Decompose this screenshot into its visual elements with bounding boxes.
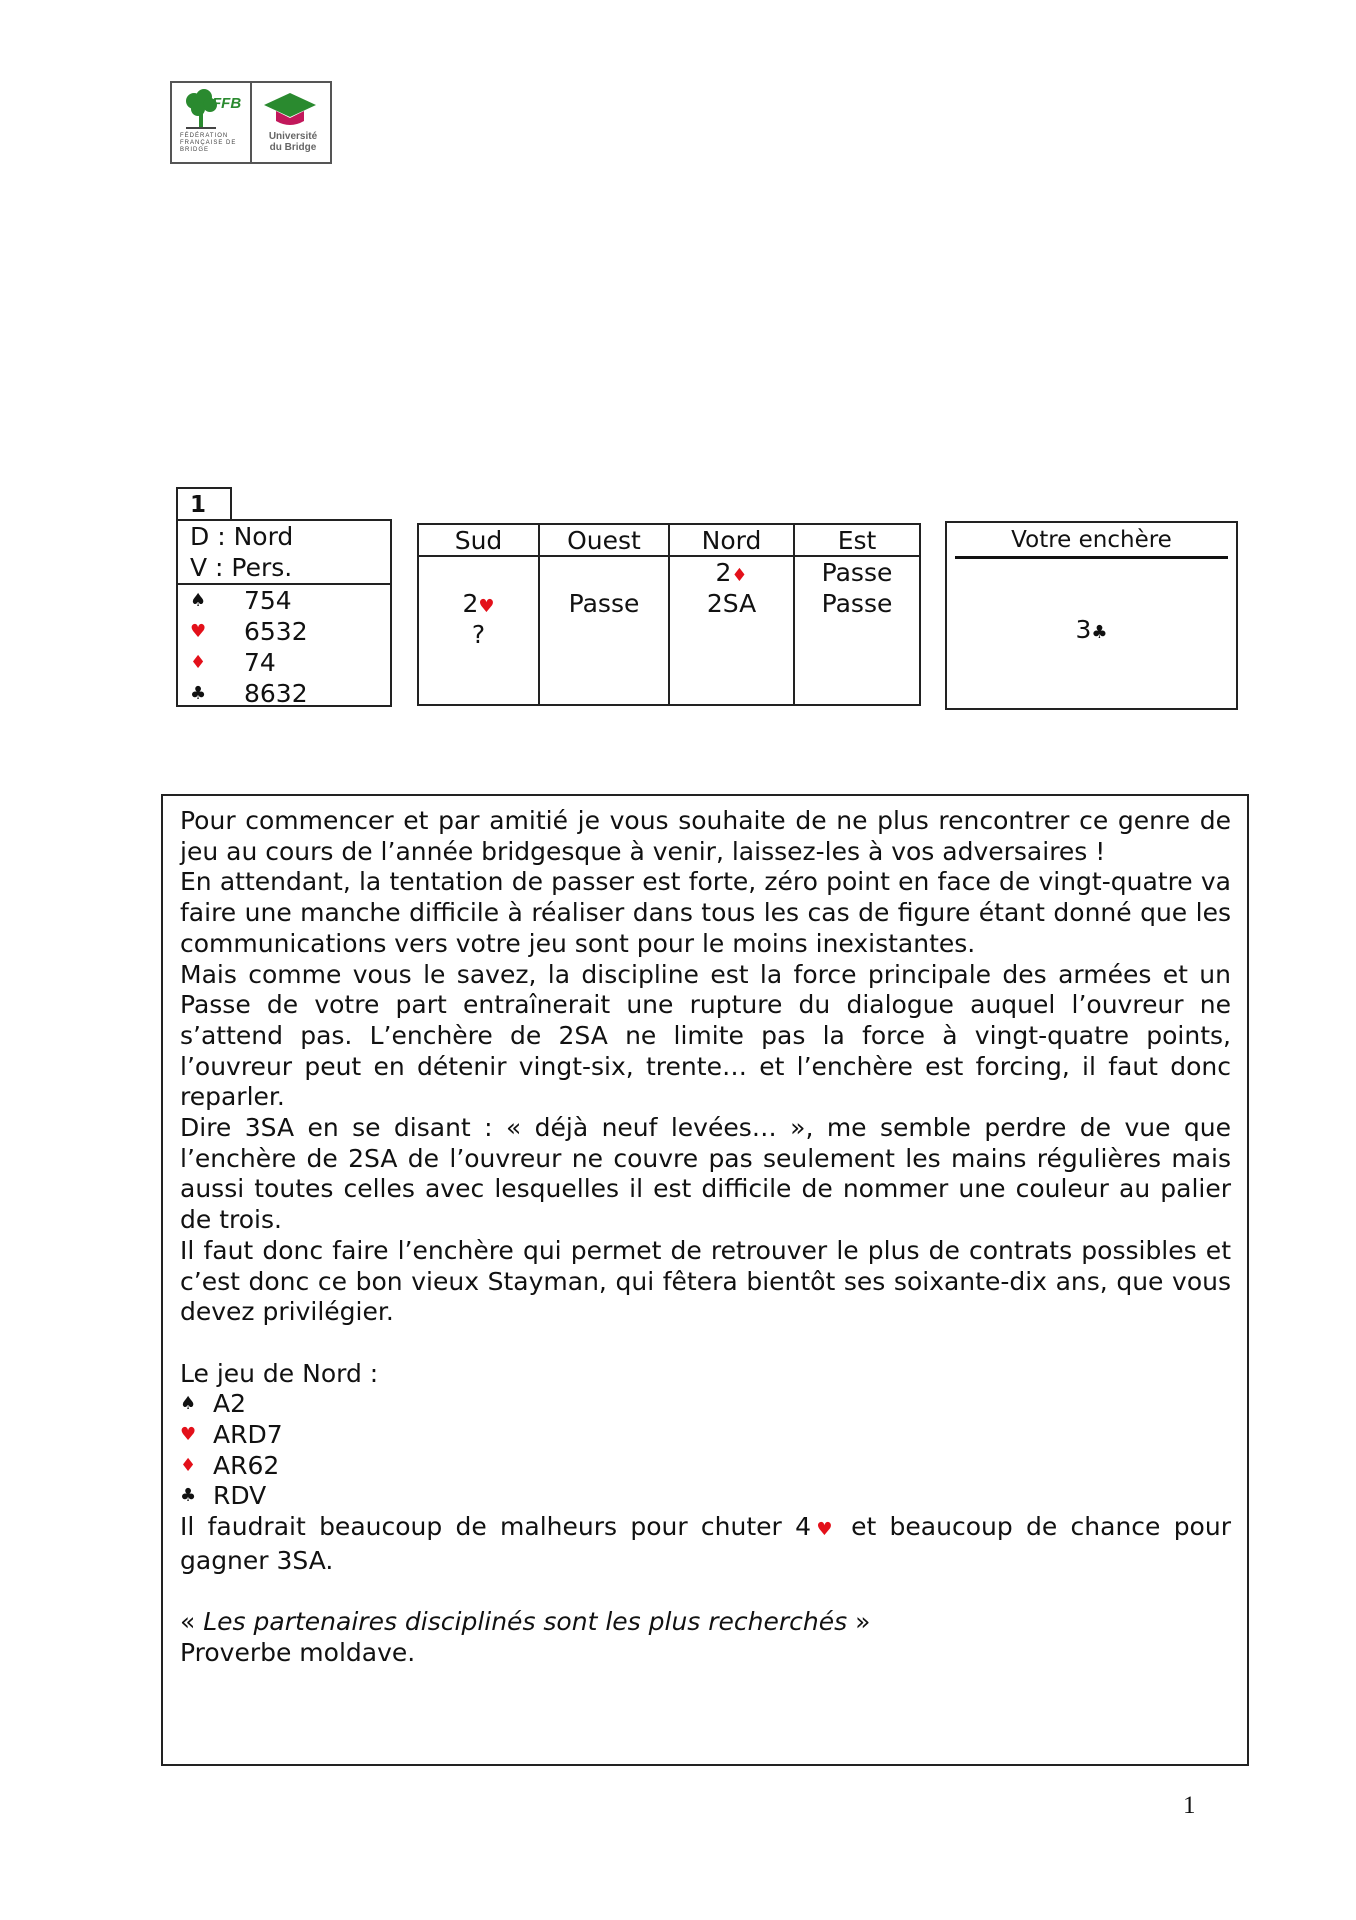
bidding-header-ouest: Ouest [540, 525, 668, 557]
dealer-label: D : Nord [190, 522, 294, 551]
diamonds-cards: 74 [244, 648, 276, 677]
hearts-cards: 6532 [244, 617, 308, 646]
bid-cell: Passe [568, 589, 640, 618]
answer-divider [955, 556, 1228, 559]
university-text: Université du Bridge [268, 131, 318, 153]
quote-text: Les partenaires disciplinés sont les plus recherchés [203, 1607, 848, 1637]
graduation-cap-icon [262, 89, 318, 129]
bid-cell: Passe [821, 558, 893, 587]
conclusion-part-b: et beaucoup de chance pour gagner 3SA. [180, 1512, 1231, 1575]
north-row-clubs [180, 1481, 1231, 1512]
bid-cell [670, 619, 793, 650]
deal-number: 1 [176, 487, 232, 519]
answer-bid [947, 615, 1236, 644]
bid-cell: ? [471, 620, 486, 649]
bid-cell: Passe [821, 589, 893, 618]
north-row-hearts [180, 1420, 1231, 1451]
bidding-table [417, 523, 921, 706]
paragraph: Il faut donc faire l’enchère qui permet de retrouver le plus de contrats possibles et c’est donc ce bon vieux Stayman, qui fêtera bientôt ses soixante-dix ans, que vous devez privilégier. [180, 1235, 1231, 1327]
paragraph: En attendant, la tentation de passer est forte, zéro point en face de vingt-quatre va faire une manche difficile à réaliser dans tous les cas de figure étant donné que les communications vers votre jeu sont pour le moins inexistantes. [180, 867, 1231, 958]
diamonds-icon: ♦ [180, 1454, 197, 1476]
clubs-icon: ♣ [1091, 622, 1108, 643]
diamonds-icon: ♦ [190, 652, 207, 673]
spacer [180, 1577, 1231, 1608]
north-hearts-cards: ARD7 [213, 1420, 283, 1450]
north-spades-cards: A2 [213, 1389, 247, 1419]
north-row-spades [180, 1389, 1231, 1420]
bid-level: 2 [715, 558, 732, 587]
hearts-icon: ♥ [810, 1519, 838, 1541]
page-number: 1 [1183, 1792, 1196, 1819]
federation-text: FÉDÉRATION FRANÇAISE DE BRIDGE [180, 133, 237, 153]
clubs-cards: 8632 [244, 679, 308, 708]
bid-cell [540, 619, 668, 650]
bidding-col-ouest [540, 525, 670, 704]
answer-box [945, 521, 1238, 710]
bid-cell: 2SA [706, 589, 757, 618]
paragraph: Pour commencer et par amitié je vous souhaite de ne plus rencontrer ce genre de jeu au cours de l’année bridgesque à venir, laissez-les à vos adversaires ! [180, 806, 1231, 866]
spades-cards: 754 [244, 586, 292, 615]
diamonds-icon: ♦ [731, 565, 748, 586]
bid-cell [419, 557, 538, 588]
answer-bid-level: 3 [1075, 615, 1092, 644]
conclusion [180, 1512, 1231, 1576]
north-hand-title: Le jeu de Nord : [180, 1358, 379, 1388]
vulnerability-label: V : Pers. [190, 553, 293, 582]
spacer [180, 1328, 1231, 1359]
bid-cell [670, 557, 793, 588]
paragraph: Dire 3SA en se disant : « déjà neuf levées… », me semble perdre de vue que l’enchère de 2SA de l’ouvreur ne couvre pas seulement les mains régulières mais aussi toutes celles avec lesquelles il est difficile de nommer une couleur au palier de trois. [180, 1113, 1231, 1235]
conclusion-part-a: Il faudrait beaucoup de malheurs pour chuter 4 [180, 1512, 811, 1542]
clubs-icon: ♣ [190, 683, 207, 704]
north-hand-section [180, 1359, 1231, 1513]
bidding-col-nord [670, 525, 795, 704]
deal-box [176, 519, 392, 707]
proverb: Proverbe moldave. [180, 1637, 416, 1667]
spades-icon: ♠ [190, 590, 207, 611]
hand-row-diamonds [190, 647, 390, 678]
bid-cell [795, 619, 919, 650]
ffb-logo [170, 81, 332, 164]
hearts-icon: ♥ [180, 1424, 197, 1446]
north-clubs-cards: RDV [213, 1481, 267, 1511]
hearts-icon: ♥ [190, 621, 207, 642]
ffb-logo-right [252, 83, 330, 162]
quote-line [180, 1607, 1231, 1638]
bidding-header-sud: Sud [419, 525, 538, 557]
quote-open: « [180, 1607, 204, 1637]
north-diamonds-cards: AR62 [213, 1450, 280, 1480]
south-hand [178, 585, 390, 709]
hand-row-clubs [190, 678, 390, 709]
hearts-icon: ♥ [478, 596, 495, 617]
north-row-diamonds [180, 1451, 1231, 1482]
clubs-icon: ♣ [180, 1485, 197, 1507]
bid-cell [419, 588, 538, 619]
bid-level: 2 [462, 589, 479, 618]
deal-meta [178, 521, 390, 585]
ffb-text: FFB [212, 95, 242, 112]
bidding-header-est: Est [795, 525, 919, 557]
bidding-col-est [795, 525, 919, 704]
commentary-box [161, 794, 1249, 1766]
bidding-col-sud [419, 525, 540, 704]
bidding-header-nord: Nord [670, 525, 793, 557]
paragraph: Mais comme vous le savez, la discipline est la force principale des armées et un Passe de votre part entraînerait une rupture du dialogue auquel l’ouvreur ne s’attend pas. L’enchère de 2SA ne limite pas la force à vingt-quatre points, l’ouvreur peut en détenir vingt-six, trente… et l’enchère est forcing, il faut donc reparler. [180, 959, 1231, 1112]
spades-icon: ♠ [180, 1393, 197, 1415]
hand-row-hearts [190, 616, 390, 647]
quote-close: » [847, 1607, 871, 1637]
answer-title: Votre enchère [1011, 527, 1172, 553]
bid-cell [540, 557, 668, 588]
hand-row-spades [190, 585, 390, 616]
ffb-logo-left [172, 83, 252, 162]
